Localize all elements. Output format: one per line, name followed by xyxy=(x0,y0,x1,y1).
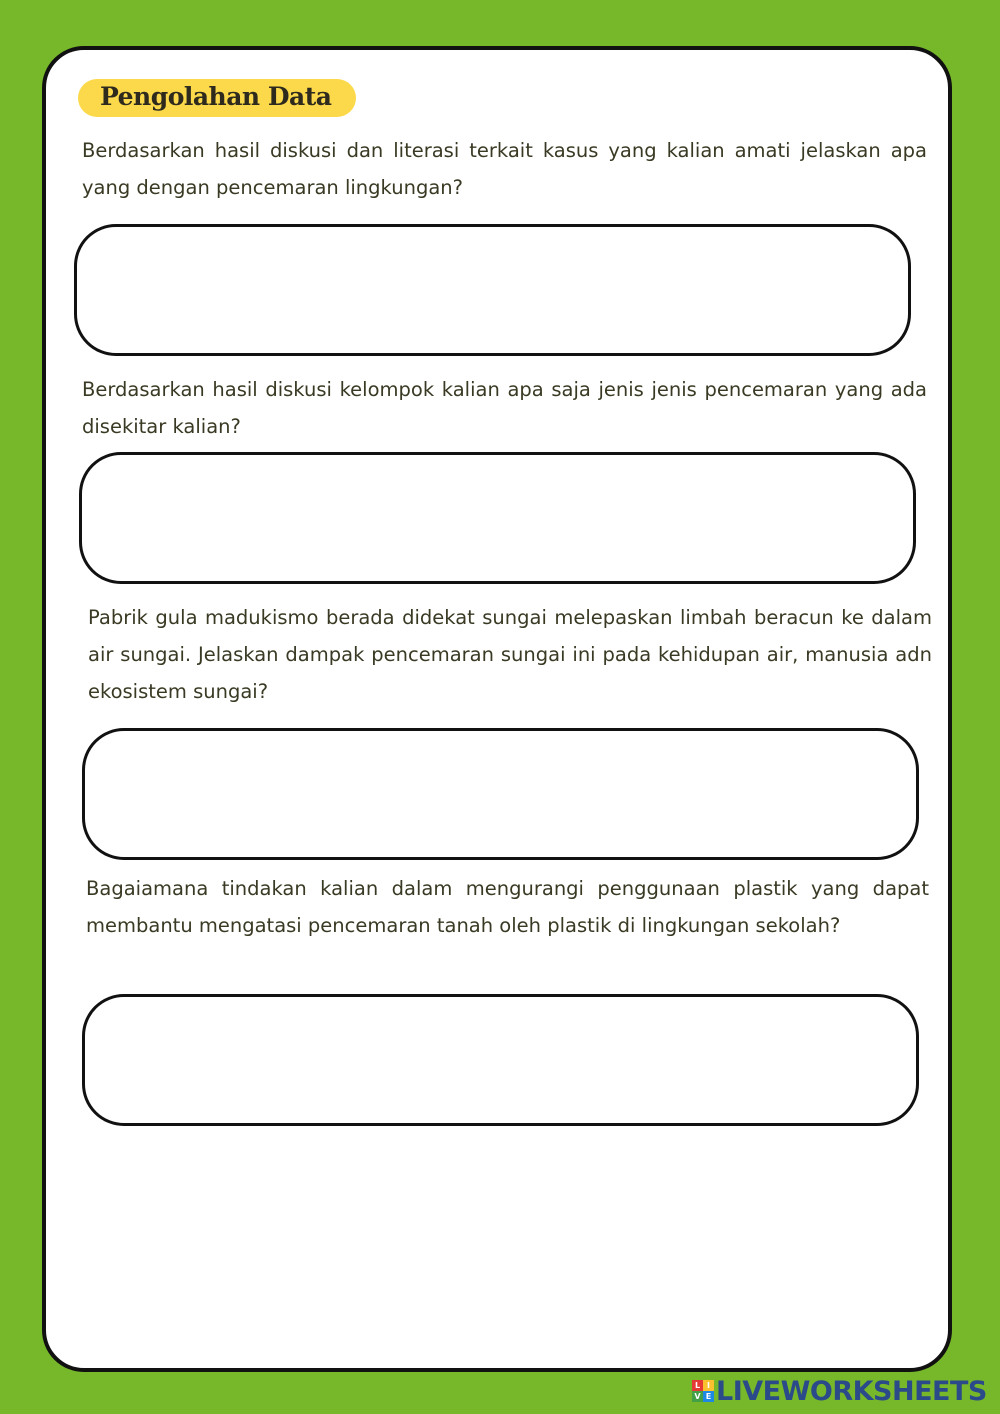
logo-letter-l: L xyxy=(692,1380,703,1391)
logo-letter-v: V xyxy=(692,1391,703,1402)
answer-box-1[interactable] xyxy=(74,224,911,356)
liveworksheets-logo xyxy=(692,1376,987,1406)
question-2-text: Berdasarkan hasil diskusi kelompok kalian apa saja jenis jenis pencemaran yang ada disekitar kalian? xyxy=(82,378,927,438)
question-3-text: Pabrik gula madukismo berada didekat sungai melepaskan limbah beracun ke dalam air sungai. Jelaskan dampak pencemaran sungai ini pada kehidupan air, manusia adn ekosistem sungai? xyxy=(88,606,932,703)
question-1-text: Berdasarkan hasil diskusi dan literasi terkait kasus yang kalian amati jelaskan apa yang dengan pencemaran lingkungan? xyxy=(82,139,927,199)
answer-box-4[interactable] xyxy=(82,994,919,1126)
logo-letter-e: E xyxy=(703,1391,714,1402)
page-title: Pengolahan Data xyxy=(100,82,332,111)
answer-box-3[interactable] xyxy=(82,728,919,860)
brand-name: LIVEWORKSHEETS xyxy=(716,1375,987,1407)
answer-box-2[interactable] xyxy=(79,452,916,584)
logo-letter-i: I xyxy=(703,1380,714,1391)
question-4-text: Bagaiamana tindakan kalian dalam mengurangi penggunaan plastik yang dapat membantu mengatasi pencemaran tanah oleh plastik di lingkungan sekolah? xyxy=(86,877,929,937)
liveworksheets-icon xyxy=(692,1380,714,1402)
